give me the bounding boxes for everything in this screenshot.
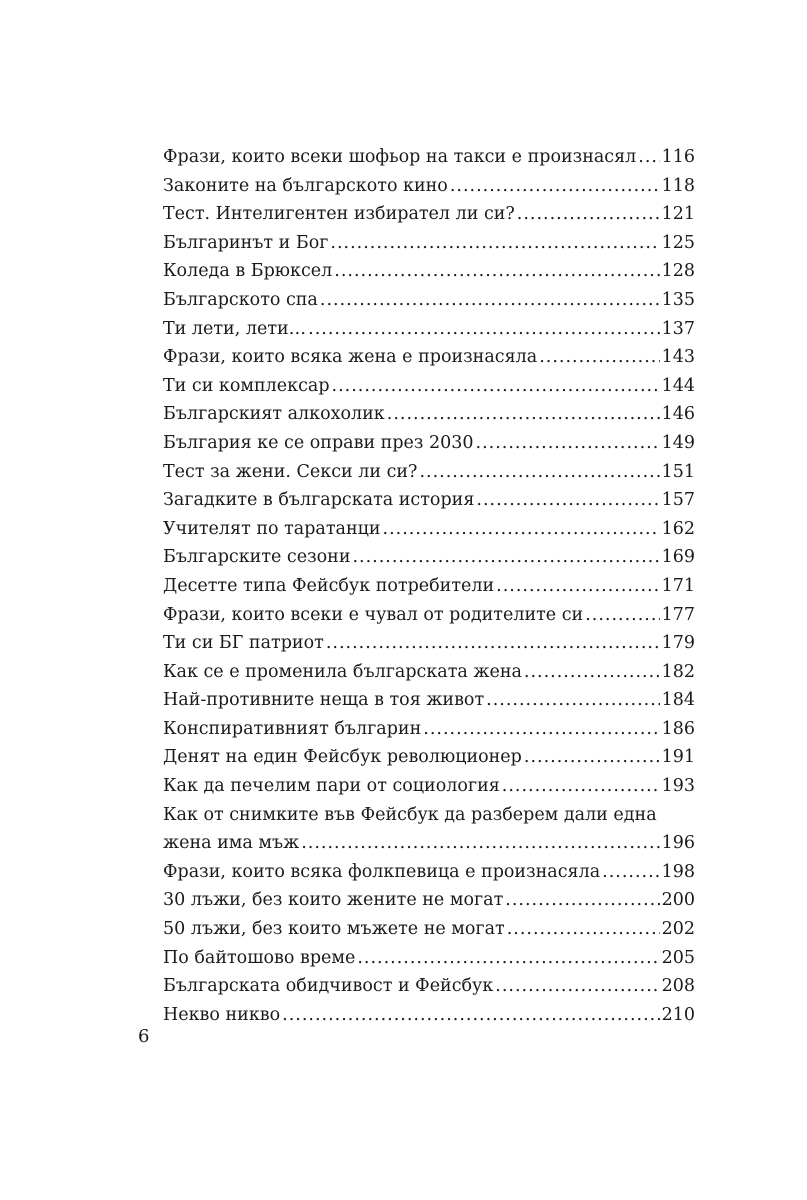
toc-entry-title: Фрази, които всяка жена е произнасяла <box>163 347 538 368</box>
toc-entry-page: 202 <box>661 919 695 940</box>
toc-entry <box>163 286 695 315</box>
toc-entry-page: 121 <box>661 204 695 225</box>
toc-entry-page: 184 <box>661 690 695 711</box>
toc-entry-page: 193 <box>661 776 695 797</box>
dot-leader <box>423 715 659 744</box>
toc-entry-title: Некво никво <box>163 1004 281 1025</box>
toc-entry-title: Фрази, които всеки шофьор на такси е произнасял <box>163 147 637 167</box>
dot-leader <box>524 743 660 772</box>
toc-entry-title: Ти си комплексар <box>163 375 330 396</box>
toc-entry <box>163 1001 695 1030</box>
dot-leader <box>308 315 659 344</box>
toc-entry-page: 208 <box>661 976 695 997</box>
toc-entry <box>163 886 695 915</box>
toc-entry <box>163 257 695 286</box>
dot-leader <box>507 915 660 944</box>
toc-entry <box>163 143 695 172</box>
toc-entry-title-continued: жена има мъж <box>163 833 300 854</box>
toc-entry <box>163 543 695 572</box>
toc-entry-title: Денят на един Фейсбук революционер <box>163 747 522 768</box>
toc-entry <box>163 458 695 487</box>
dot-leader <box>419 458 659 487</box>
toc-entry-title: Учителят по таратанци <box>163 518 381 539</box>
toc-entry-title: Конспиративният българин <box>163 718 422 739</box>
toc-entry <box>163 572 695 601</box>
toc-entry-title: Фрази, които всеки е чувал от родителите си <box>163 604 584 625</box>
dot-leader <box>476 429 660 458</box>
dot-leader <box>495 972 659 1001</box>
toc-entry-page: 169 <box>661 547 695 568</box>
dot-leader <box>330 229 659 258</box>
toc-entry-title: Българският алкохолик <box>163 404 385 425</box>
toc-entry <box>163 200 695 229</box>
toc-entry-title: Ти си БГ патриот <box>163 633 324 654</box>
dot-leader <box>357 944 659 973</box>
toc-entry-title: Как да печелим пари от социология <box>163 776 500 797</box>
toc-entry <box>163 629 695 658</box>
toc-entry-page: 151 <box>661 461 695 482</box>
toc-entry <box>163 915 695 944</box>
toc-entry-page: 179 <box>661 633 695 654</box>
toc-entry <box>163 601 695 630</box>
toc-entry-page: 125 <box>661 232 695 253</box>
toc-entry-title: По байтошово време <box>163 947 356 968</box>
dot-leader <box>486 686 659 715</box>
dot-leader <box>539 343 659 372</box>
toc-entry-page: 162 <box>661 518 695 539</box>
toc-entry <box>163 229 695 258</box>
toc-entry <box>163 429 695 458</box>
toc-entry-page: 171 <box>661 575 695 596</box>
toc-entry-page: 200 <box>661 890 695 911</box>
toc-entry-title: Тест. Интелигентен избирател ли си? <box>163 204 515 225</box>
dot-leader <box>387 400 660 429</box>
toc-entry-page: 128 <box>661 261 695 282</box>
toc-entry-title: Тест за жени. Секси ли си? <box>163 461 418 482</box>
dot-leader <box>602 858 659 887</box>
toc-entry-page: 182 <box>661 661 695 682</box>
dot-leader <box>301 829 659 858</box>
toc-entry-title: Най-противните неща в тоя живот <box>163 690 485 711</box>
dot-leader <box>638 143 659 172</box>
toc-entry <box>163 486 695 515</box>
dot-leader <box>502 772 660 801</box>
toc-entry <box>163 715 695 744</box>
toc-entry <box>163 743 695 772</box>
dot-leader <box>326 629 660 658</box>
dot-leader <box>517 200 660 229</box>
toc-entry-page: 137 <box>661 318 695 339</box>
toc-entry-page: 135 <box>661 289 695 310</box>
toc-entry <box>163 972 695 1001</box>
toc-entry-title: Законите на българското кино <box>163 175 448 196</box>
toc-entry <box>163 400 695 429</box>
toc-entry-page: 118 <box>661 175 695 196</box>
dot-leader <box>524 658 660 687</box>
toc-entry-page: 198 <box>661 861 695 882</box>
toc-entry <box>163 658 695 687</box>
toc-entry-title: Загадките в българската история <box>163 490 475 511</box>
toc-entry <box>163 372 695 401</box>
toc-entry-title: 30 лъжи, без които жените не могат <box>163 890 504 911</box>
toc-entry-title: 50 лъжи, без които мъжете не могат <box>163 919 505 940</box>
toc-entry-page: 191 <box>661 747 695 768</box>
toc-entry <box>163 686 695 715</box>
toc-entry-title: Българското спа <box>163 289 318 310</box>
toc-entry-title: Българинът и Бог <box>163 232 329 253</box>
toc-entry-page: 116 <box>661 147 695 167</box>
toc-entry-title: Фрази, които всяка фолкпевица е произнасяла <box>163 861 601 882</box>
toc-entry-title: Ти лети, лети… <box>163 318 307 339</box>
dot-leader <box>282 1001 659 1030</box>
page-number: 6 <box>138 1026 150 1047</box>
toc-entry-page: 196 <box>661 833 695 854</box>
toc-entry-page: 144 <box>661 375 695 396</box>
toc-entry-page: 177 <box>661 604 695 625</box>
toc-entry-title: Как се е променила българската жена <box>163 661 522 682</box>
toc-entry-page: 143 <box>661 347 695 368</box>
toc-entry <box>163 944 695 973</box>
toc-entry-page: 186 <box>661 718 695 739</box>
toc-entry-page: 146 <box>661 404 695 425</box>
dot-leader <box>476 486 659 515</box>
toc-entry <box>163 515 695 544</box>
dot-leader <box>496 572 659 601</box>
dot-leader <box>320 286 660 315</box>
toc-entry <box>163 772 695 801</box>
dot-leader <box>332 372 660 401</box>
toc-entry-title: Българската обидчивост и Фейсбук <box>163 976 494 997</box>
toc-entry-title: Десетте типа Фейсбук потребители <box>163 575 495 596</box>
toc-entry-page: 205 <box>661 947 695 968</box>
toc-entry-page: 157 <box>661 490 695 511</box>
toc-entry-page: 210 <box>661 1004 695 1025</box>
dot-leader <box>352 543 659 572</box>
toc-entry-title: Как от снимките във Фейсбук да разберем дали една <box>163 804 657 825</box>
toc-entry-title: Коледа в Брюксел <box>163 261 333 282</box>
toc-entry <box>163 858 695 887</box>
toc-entry-page: 149 <box>661 432 695 453</box>
dot-leader <box>505 886 659 915</box>
dot-leader <box>585 601 659 630</box>
toc-entry <box>163 172 695 201</box>
dot-leader <box>383 515 660 544</box>
dot-leader <box>450 172 660 201</box>
table-of-contents <box>163 143 695 1029</box>
toc-entry <box>163 343 695 372</box>
toc-entry <box>163 801 695 858</box>
dot-leader <box>334 257 659 286</box>
toc-entry <box>163 315 695 344</box>
toc-entry-title: България ке се оправи през 2030 <box>163 432 474 453</box>
toc-entry-title: Българските сезони <box>163 547 351 568</box>
